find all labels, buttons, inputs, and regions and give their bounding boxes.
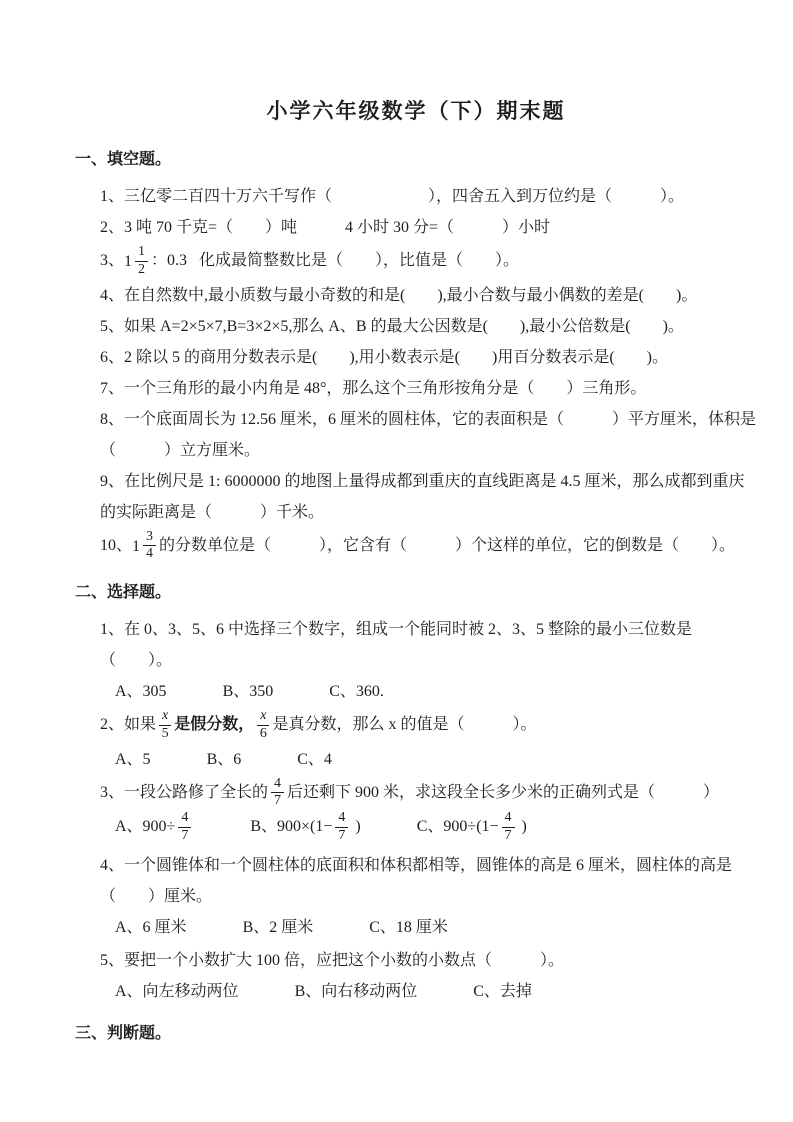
fraction-numerator: x [257,709,269,726]
option-c: C、18 厘米 [369,918,448,936]
option-b: B、6 [206,750,242,768]
fraction-numerator: 3 [143,530,156,547]
question-number: 3、 [100,252,125,269]
fraction [271,777,284,809]
fraction [335,811,348,843]
section-heading-choice: 二、选择题。 [75,584,172,602]
option-a: A、5 [115,750,151,768]
choice-q3-options [115,811,757,844]
choice-q4: 4、一个圆锥体和一个圆柱体的底面积和体积都相等，圆锥体的高是 6 厘米，圆柱体的高是（ ）厘米。 [100,856,733,905]
question-text: 的分数单位是（ ），它含有（ ）个这样的单位，它的倒数是（ ）。 [159,536,736,554]
option-a: A、6 厘米 [115,918,187,936]
fill-q3 [100,245,757,278]
question-text: 是真分数，那么 x 的值是（ ）。 [272,716,537,734]
fraction-denominator: 7 [338,827,346,843]
fill-q10 [100,530,757,563]
fill-q5: 5、如果 A=2×5×7,B=3×2×5,那么 A、B 的最大公因数是( ),最小公倍数是( )。 [100,317,684,335]
choice-q5: 5、要把一个小数扩大 100 倍，应把这个小数的小数点（ ）。 [100,951,565,969]
fraction [178,811,191,843]
fill-q1: 1、三亿零二百四十万六千写作（ ），四舍五入到万位约是（ ）。 [100,188,685,205]
question-text: 化成最简整数比是（ ），比值是（ ）。 [199,252,520,269]
choice-q1: 1、在 0、3、5、6 中选择三个数字，组成一个能同时被 2、3、5 整除的最小三位数是（ ）。 [100,621,693,670]
option-b: B、2 厘米 [242,918,314,936]
fraction-denominator: 6 [259,725,267,741]
fill-q7: 7、一个三角形的最小内角是 48°，那么这个三角形按角分是（ ）三角形。 [100,379,647,397]
option-b: B、350 [222,683,274,701]
fraction-numerator: x [159,709,171,726]
option-text: B、900×(1− [250,818,333,836]
fill-q2: 2、3 吨 70 千克=（ ）吨 4 小时 30 分=（ ）小时 [100,219,551,236]
fill-q8: 8、一个底面周长为 12.56 厘米，6 厘米的圆柱体，它的表面积是（ ）平方厘米，体积是（ ）立方厘米。 [100,410,757,459]
option-text: ) [351,818,361,836]
fraction-denominator: 7 [274,793,282,809]
option-c: C、4 [297,750,332,768]
fraction [135,245,148,277]
option-text: ) [517,818,527,836]
choice-q2-options [115,744,757,775]
fraction [159,709,171,741]
fraction [502,811,515,843]
option-c [417,811,527,844]
option-text: C、900÷(1− [416,818,499,836]
fill-q4: 4、在自然数中,最小质数与最小奇数的和是( ),最小合数与最小偶数的差是( )。 [100,286,698,304]
fraction-numerator: 1 [135,245,148,262]
fraction-denominator: 7 [504,827,512,843]
fraction [257,709,269,741]
choice-q2 [100,709,757,742]
fraction-denominator: 2 [138,261,146,277]
fraction-numerator: 4 [178,811,191,828]
mixed-whole: 1 [124,252,133,270]
option-c: C、360. [329,683,384,701]
option-a [115,811,194,844]
question-text: 后还剩下 900 米，求这段全长多少米的正确列式是（ ） [287,783,720,801]
question-text: 2、如果 [100,716,157,734]
section-heading-judge: 三、判断题。 [75,1024,172,1042]
option-b: B、向右移动两位 [294,982,418,1000]
choice-q4-options [115,912,757,943]
option-text: A、900÷ [115,818,176,836]
mixed-number [124,244,151,277]
option-b [250,811,360,844]
fraction-denominator: 4 [146,546,154,562]
fraction-denominator: 7 [181,827,189,843]
page-title: 小学六年级数学（下）期末题 [266,99,566,123]
choice-q1-options [115,676,757,707]
fraction-numerator: 4 [271,777,284,794]
choice-q3 [100,777,757,810]
question-text: 3、一段公路修了全长的 [100,783,269,801]
option-a: A、305 [115,683,167,701]
fill-q9: 9、在比例尺是 1: 6000000 的地图上量得成都到重庆的直线距离是 4.5 厘米，那么成都到重庆的实际距离是（ ）千米。 [100,472,745,521]
fraction-denominator: 5 [161,725,169,741]
section-heading-fill-in: 一、填空题。 [75,151,172,168]
option-a: A、向左移动两位 [115,982,239,1000]
mixed-whole: 1 [132,537,141,555]
mixed-number [132,528,159,562]
fraction-numerator: 4 [335,811,348,828]
option-c: C、去掉 [473,982,532,1000]
fraction [143,530,156,562]
fraction-numerator: 4 [502,811,515,828]
bold-text: 是假分数， [174,716,255,734]
fill-q6: 6、2 除以 5 的商用分数表示是( ),用小数表示是( )用百分数表示是( )。 [100,348,668,366]
choice-q5-options [115,976,757,1007]
question-number: 10、 [100,536,133,554]
ratio-text: ：0.3 [151,252,188,269]
